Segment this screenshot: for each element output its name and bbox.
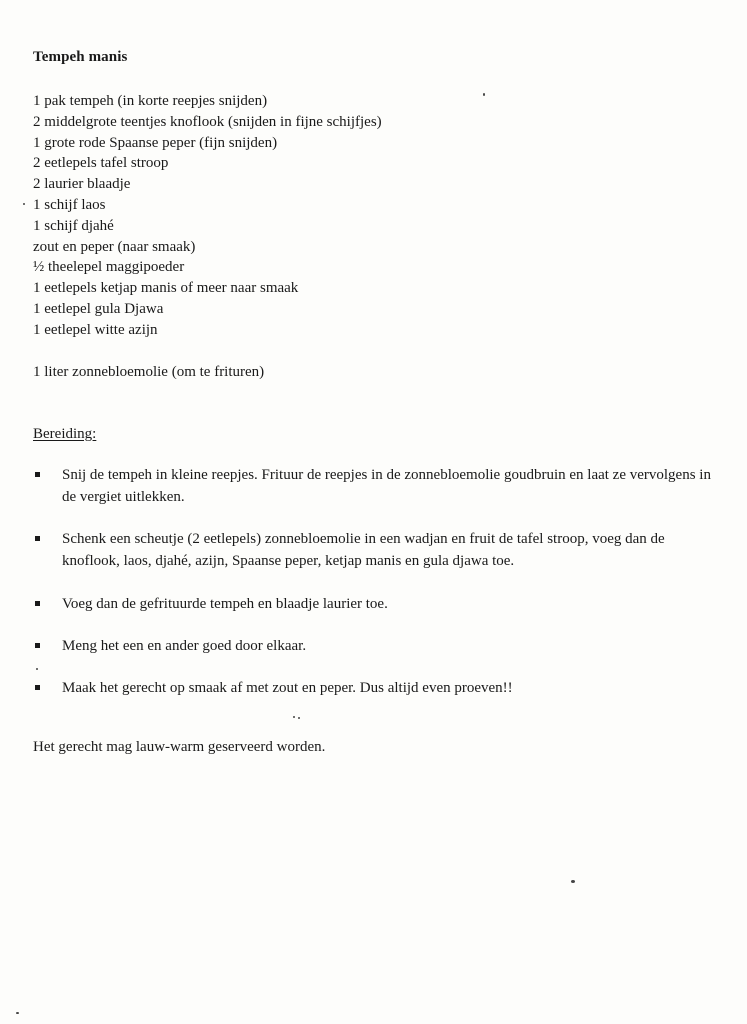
preparation-step [35, 635, 715, 657]
scan-speck [293, 716, 295, 718]
ingredient-item: 1 eetlepels ketjap manis of meer naar smaak [33, 280, 299, 297]
ingredient-item: ½ theelepel maggipoeder [33, 259, 185, 276]
ingredient-list [33, 91, 382, 341]
ingredient-item: 1 schijf djahé [33, 217, 114, 234]
ingredient-item: 2 middelgrote teentjes knoflook (snijden in fijne schijfjes) [33, 113, 382, 130]
ingredient-item: 2 laurier blaadje [33, 176, 131, 193]
step-text: Snij de tempeh in kleine reepjes. Frituur de reepjes in de zonnebloemolie goudbruin en laat ze vervolgens in de vergiet uitlekken. [62, 467, 711, 505]
preparation-step [35, 593, 715, 615]
preparation-step [35, 677, 715, 699]
scan-speck [483, 93, 485, 96]
preparation-step [35, 464, 715, 508]
preparation-step [35, 528, 715, 572]
ingredient-item: 1 eetlepel witte azijn [33, 321, 158, 338]
closing-note: Het gerecht mag lauw-warm geserveerd worden. [33, 739, 326, 755]
bullet-icon [35, 685, 40, 690]
bullet-icon [35, 472, 40, 477]
step-text: Meng het een en ander goed door elkaar. [62, 638, 307, 654]
step-text: Maak het gerecht op smaak af met zout en peper. Dus altijd even proeven!! [62, 680, 513, 696]
scan-speck [23, 203, 25, 205]
ingredient-item: 1 pak tempeh (in korte reepjes snijden) [33, 93, 268, 109]
step-text: Voeg dan de gefrituurde tempeh en blaadje laurier toe. [62, 596, 388, 612]
bullet-icon [35, 536, 40, 541]
scan-speck [36, 668, 38, 670]
ingredient-item: 1 eetlepel gula Djawa [33, 300, 164, 317]
scan-speck [571, 880, 575, 883]
scan-speck [298, 717, 300, 719]
ingredient-item: 1 schijf laos [33, 196, 106, 213]
ingredient-item: 2 eetlepels tafel stroop [33, 155, 169, 172]
oil-ingredient: 1 liter zonnebloemolie (om te frituren) [33, 364, 265, 380]
recipe-title: Tempeh manis [33, 49, 128, 65]
bullet-icon [35, 643, 40, 648]
bullet-icon [35, 601, 40, 606]
scan-speck [16, 1012, 19, 1014]
preparation-heading: Bereiding: [33, 426, 97, 442]
ingredient-item: 1 grote rode Spaanse peper (fijn snijden) [33, 134, 278, 151]
step-text: Schenk een scheutje (2 eetlepels) zonnebloemolie in een wadjan en fruit de tafel stroop, voeg dan de knoflook, laos, djahé, azijn, Spaanse peper, ketjap manis en gula djawa toe. [62, 531, 665, 569]
ingredient-item: zout en peper (naar smaak) [33, 238, 196, 255]
